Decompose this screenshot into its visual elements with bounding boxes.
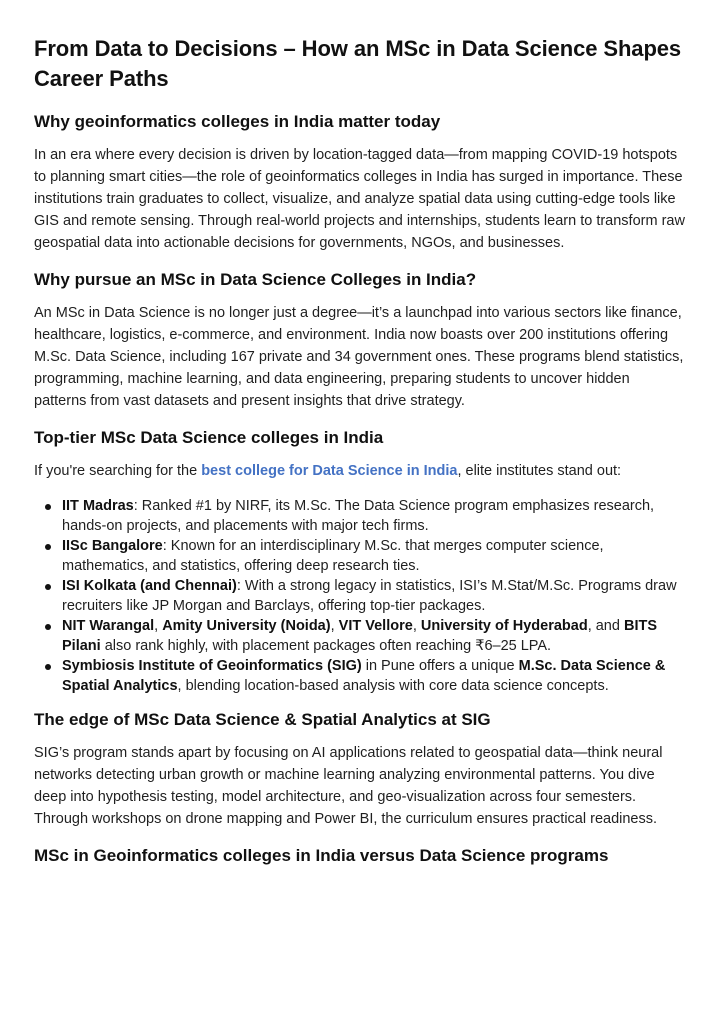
college-name: ISI Kolkata (and Chennai) [62,578,237,594]
college-name: University of Hyderabad [420,618,588,634]
list-item [62,576,686,616]
section-why-pursue-msc [34,268,686,412]
list-item-text: : With a strong legacy in statistics, ISI’s M.Stat/M.Sc. Programs draw recruiters like JP Morgan and Barclays, offering top-tier packages. [62,578,677,614]
list-item-text: , [154,618,163,634]
college-list [34,496,686,696]
section-heading: The edge of MSc Data Science & Spatial Analytics at SIG [34,710,491,729]
college-name: IISc Bangalore [62,538,163,554]
program-name: M.Sc. Data Science & Spatial Analytics [62,658,666,694]
list-item-text: : Known for an interdisciplinary M.Sc. that merges computer science, mathematics, and statistics, offering deep research ties. [62,538,604,574]
section-top-tier-colleges [34,426,686,696]
section-paragraph: SIG’s program stands apart by focusing on AI applications related to geospatial data—think neural networks detecting urban growth or machine learning analyzing environmental patterns. You dive deep into hypothesis testing, model architecture, and geo-visualization across four semesters. Through workshops on drone mapping and Power BI, the curriculum ensures practical readiness. [34,745,663,827]
section-sig-edge [34,708,686,830]
section-geoinformatics-matter [34,110,686,254]
list-item-text: , blending location-based analysis with core data science concepts. [177,678,609,694]
list-item-text: , and [587,618,624,634]
college-name: IIT Madras [62,498,134,514]
intro-text: , elite institutes stand out: [457,463,622,479]
list-item-text: , [412,618,421,634]
college-name: Amity University (Noida) [162,618,331,634]
college-name: Symbiosis Institute of Geoinformatics (SIG) [62,658,362,674]
article-title: From Data to Decisions – How an MSc in Data Science Shapes Career Paths [34,36,682,91]
intro-text: If you're searching for the [34,463,202,479]
best-college-link[interactable]: best college for Data Science in India [201,463,458,479]
section-heading: Top-tier MSc Data Science colleges in India [34,428,384,447]
section-heading: Why geoinformatics colleges in India matter today [34,112,441,131]
section-heading: Why pursue an MSc in Data Science Colleges in India? [34,270,477,289]
section-geoinformatics-vs-data-science [34,844,686,868]
section-paragraph: In an era where every decision is driven by location-tagged data—from mapping COVID-19 hotspots to planning smart cities—the role of geoinformatics colleges in India has surged in importance. These institutions train graduates to collect, visualize, and analyze spatial data using cutting-edge tools like GIS and remote sensing. Through real-world projects and internships, students learn to transform raw geospatial data into actionable decisions for governments, NGOs, and businesses. [34,147,685,251]
section-intro [34,460,686,482]
college-name: NIT Warangal [62,618,155,634]
college-name: VIT Vellore [338,618,413,634]
college-name: BITS Pilani [62,618,657,654]
list-item [62,536,686,576]
list-item [62,616,686,656]
list-item [62,656,686,696]
list-item-text: , [330,618,339,634]
list-item-text: : Ranked #1 by NIRF, its M.Sc. The Data Science program emphasizes research, hands-on projects, and placements with major tech firms. [62,498,655,534]
list-item-text: also rank highly, with placement packages often reaching ₹6–25 LPA. [100,638,552,654]
list-item-text: in Pune offers a unique [361,658,519,674]
list-item [62,496,686,536]
section-heading: MSc in Geoinformatics colleges in India versus Data Science programs [34,846,609,865]
section-paragraph: An MSc in Data Science is no longer just a degree—it’s a launchpad into various sectors like finance, healthcare, logistics, e-commerce, and environment. India now boasts over 200 institutions offering M.Sc. Data Science, including 167 private and 34 government ones. These programs blend statistics, programming, machine learning, and data engineering, preparing students to uncover hidden patterns from vast datasets and present insights that drive strategy. [34,305,684,409]
